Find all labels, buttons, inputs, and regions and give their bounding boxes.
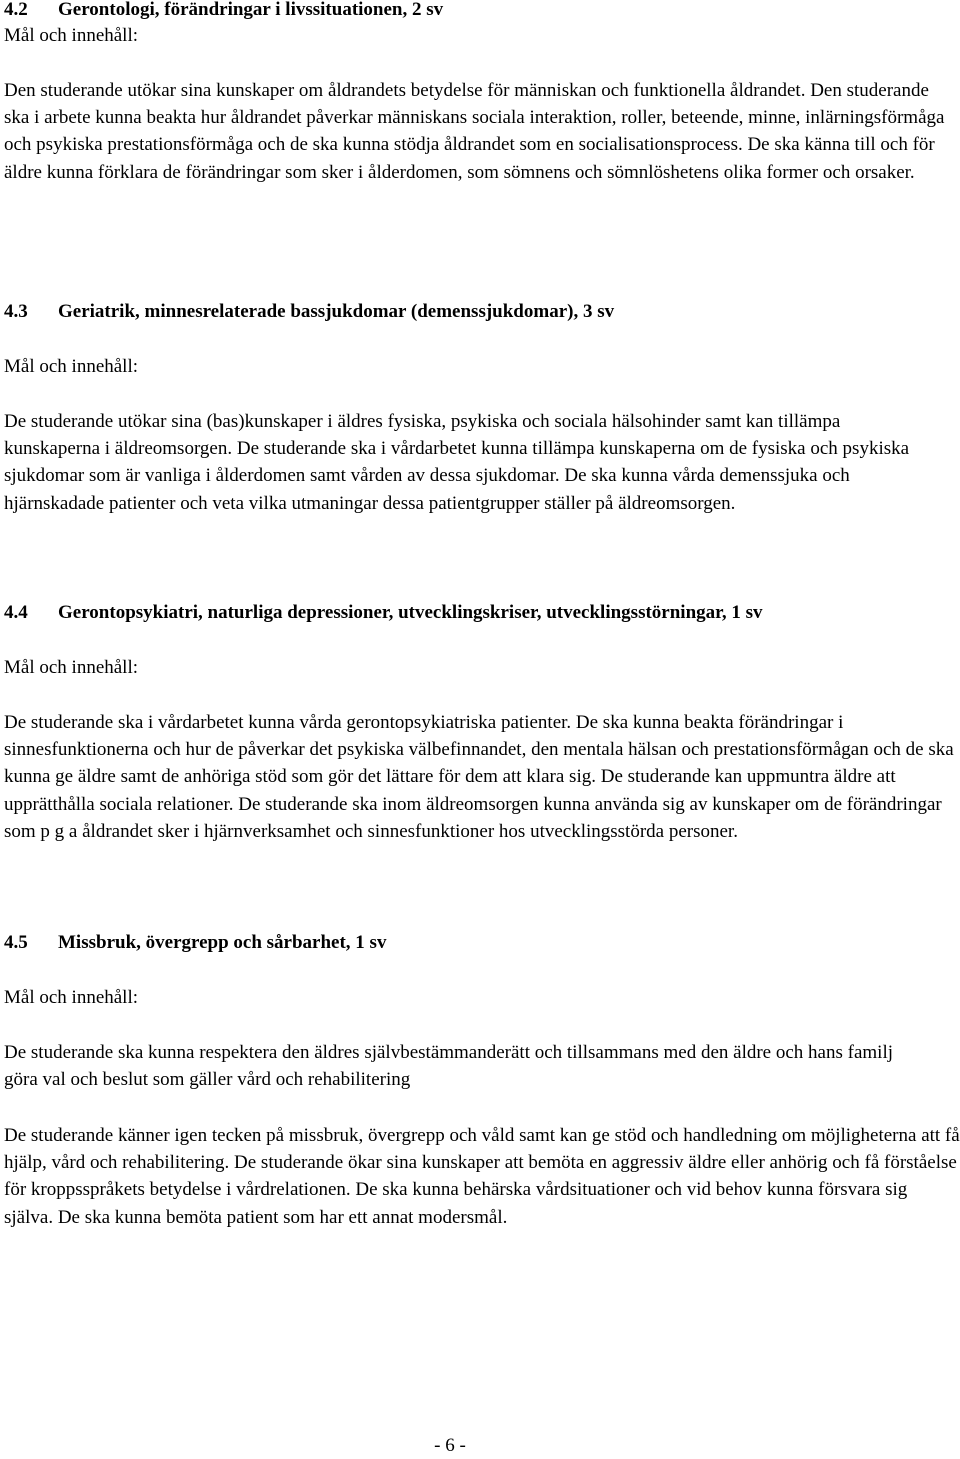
section-title: Gerontologi, förändringar i livssituationen, 2 sv [58,0,444,20]
section-title: Geriatrik, minnesrelaterade bassjukdomar (demenssjukdomar), 3 sv [58,301,615,322]
section-number: 4.3 [4,301,28,322]
goal-label: Mål och innehåll: [4,356,139,377]
section-heading [4,298,614,325]
section-paragraph: De studerande ska kunna respektera den äldres självbestämmanderätt och tillsammans med den äldre och hans familj göra val och beslut som gäller vård och rehabilitering [4,1042,894,1091]
section-paragraph: De studerande känner igen tecken på missbruk, övergrepp och våld samt kan ge stöd och handledning om möjligheterna att få hjälp, vård och rehabilitering. De studerande ökar sina kunskaper att bemöta en aggressiv äldre eller anhörig och få förståelse för kroppsspråkets betydelse i vårdrelationen. De ska kunna behärska vårdsituationer och vid behov kunna försvara sig själva. De ska kunna bemöta patient som har ett annat modersmål. [4,1125,960,1228]
goal-label: Mål och innehåll: [4,25,139,46]
goal-label: Mål och innehåll: [4,657,139,678]
section-heading [4,0,956,23]
section-heading [4,599,762,626]
section-number: 4.4 [4,602,28,623]
section-number: 4.5 [4,932,28,953]
section-paragraph: Den studerande utökar sina kunskaper om åldrandets betydelse för människan och funktionella åldrandet. Den studerande ska i arbete kunna beakta hur åldrandet påverkar människans sociala interaktion, roller, beteende, minne, inlärningsförmåga och psykiska prestationsförmåga och de ska kunna stödja åldrandet som en socialisationsprocess. De ska känna till och för äldre kunna förklara de förändringar som sker i ålderdomen, som sömnens och sömnlöshetens olika former och orsaker. [4,80,945,183]
section-4-2 [4,0,956,23]
page-number: - 6 - [434,1435,466,1456]
section-number: 4.2 [4,0,28,20]
goal-label: Mål och innehåll: [4,987,139,1008]
section-title: Missbruk, övergrepp och sårbarhet, 1 sv [58,932,387,953]
section-heading [4,929,386,956]
section-title: Gerontopsykiatri, naturliga depressioner, utvecklingskriser, utvecklingsstörningar, 1 sv [58,602,763,623]
section-paragraph: De studerande utökar sina (bas)kunskaper i äldres fysiska, psykiska och sociala hälsohinder samt kan tillämpa kunskaperna i äldreomsorgen. De studerande ska i vårdarbetet kunna tillämpa kunskaperna om de fysiska och psykiska sjukdomar som är vanliga i ålderdomen samt vården av dessa sjukdomar. De ska kunna vårda demenssjuka och hjärnskadade patienter och veta vilka utmaningar dessa patientgrupper ställer på äldreomsorgen. [4,411,910,514]
section-paragraph: De studerande ska i vårdarbetet kunna vårda gerontopsykiatriska patienter. De ska kunna beakta förändringar i sinnesfunktionerna och hur de påverkar det psykiska välbefinnandet, den mentala hälsan och prestationsförmågan och de ska kunna ge äldre samt de anhöriga stöd som gör det lättare för dem att klara sig. De studerande kan uppmuntra äldre att upprätthålla sociala relationer. De studerande ska inom äldreomsorgen kunna använda sig av kunskaper om de förändringar som p g a åldrandet sker i hjärnverksamhet och sinnesfunktioner hos utvecklingsstörda personer. [4,712,954,842]
